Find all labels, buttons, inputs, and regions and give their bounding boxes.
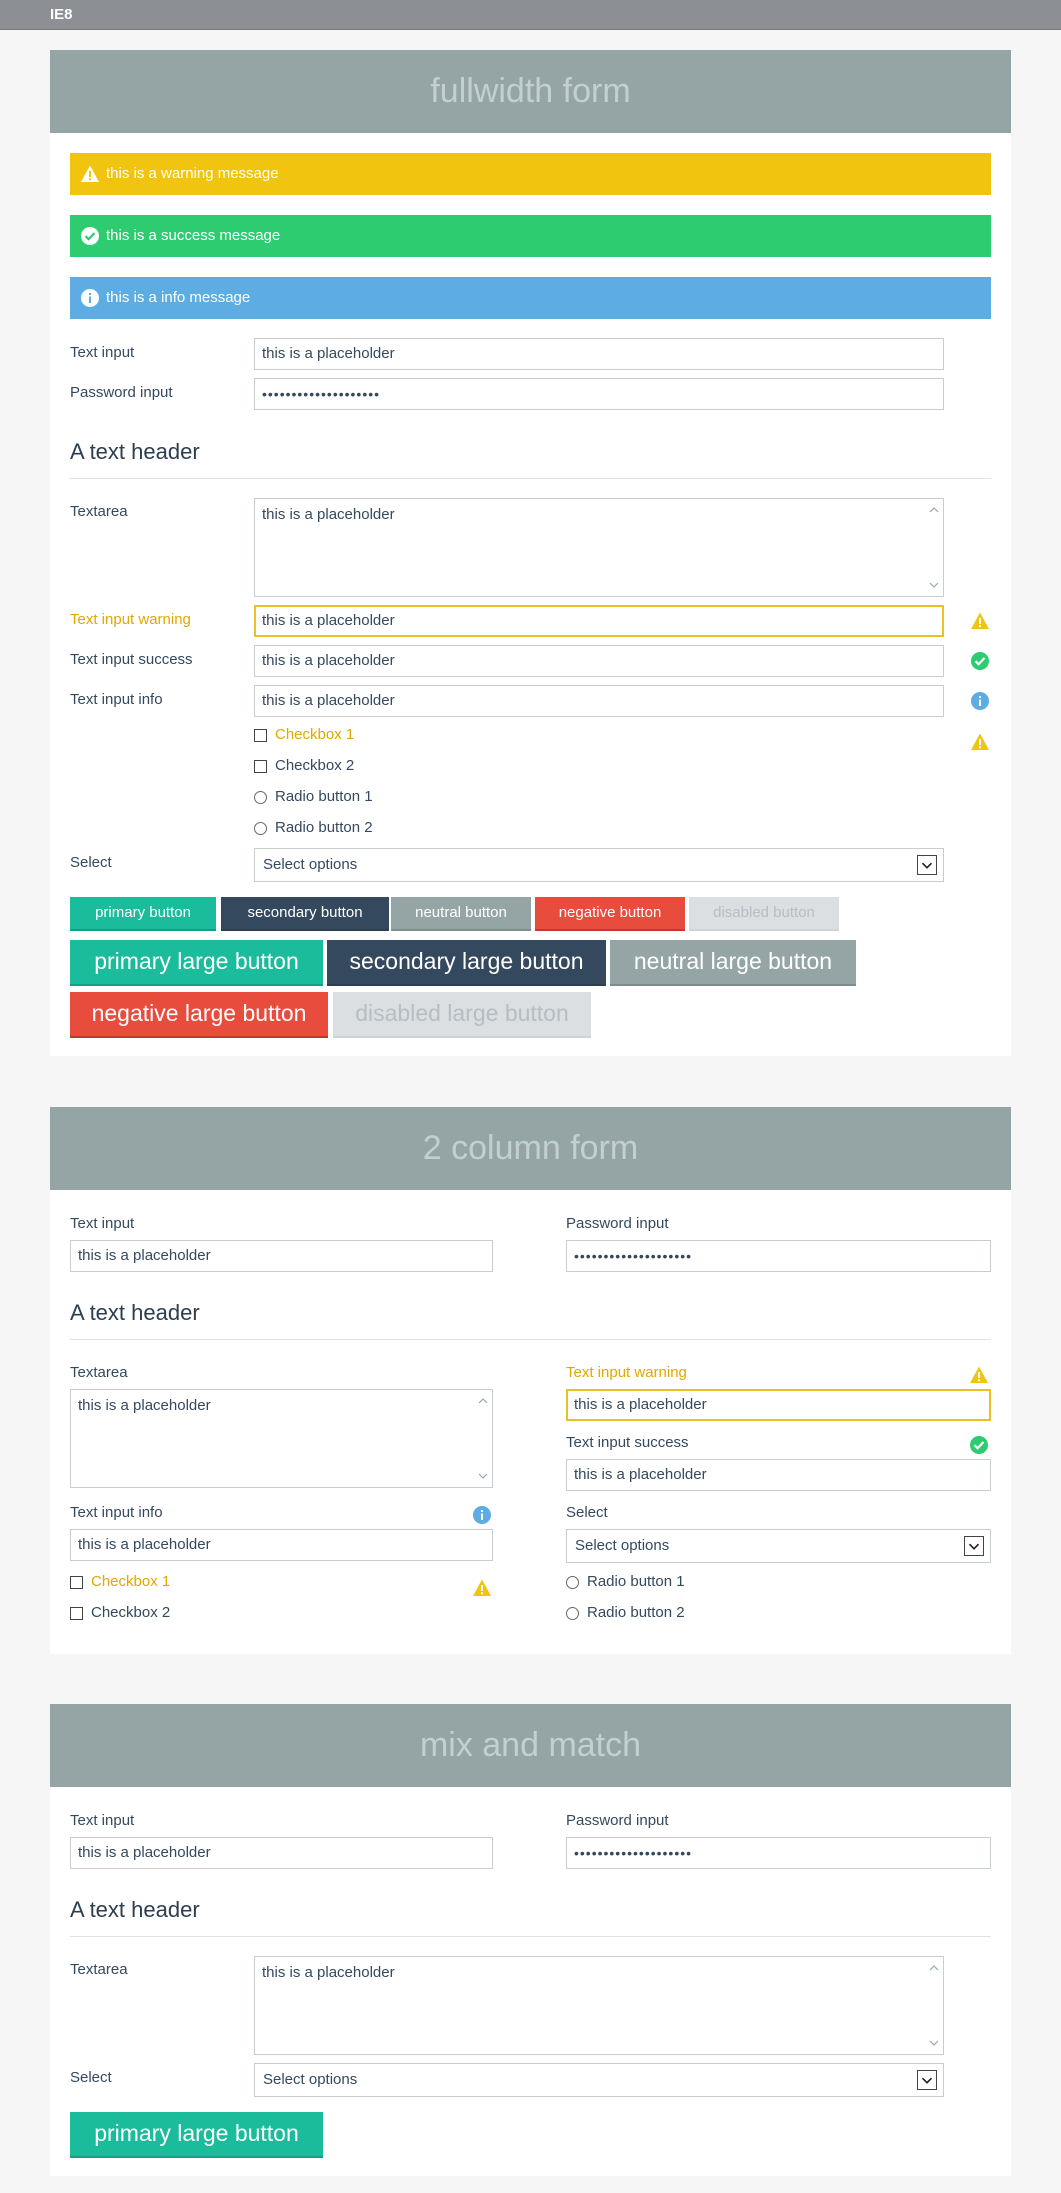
radio-button-2-label: Radio button 2 (587, 1604, 685, 1621)
textarea-label: Textarea (70, 1961, 128, 1978)
textarea-text: this is a placeholder (262, 506, 395, 523)
textarea[interactable] (254, 1956, 944, 2055)
checkbox-2[interactable] (70, 1607, 83, 1620)
scroll-down-icon[interactable] (478, 1471, 488, 1481)
success-input-label: Text input success (566, 1434, 689, 1451)
warning-icon (472, 1578, 492, 1598)
checkbox-1[interactable] (254, 729, 267, 742)
header-divider (70, 478, 991, 479)
success-message (70, 215, 991, 257)
password-input[interactable]: •••••••••••••••••••• (566, 1837, 991, 1869)
warning-input-label: Text input warning (70, 611, 191, 628)
text-header: A text header (70, 1300, 200, 1325)
warning-message-text: this is a warning message (106, 165, 279, 182)
negative-large-button[interactable]: negative large button (70, 992, 328, 1038)
disabled-button: disabled button (689, 897, 839, 931)
warning-input[interactable]: this is a placeholder (566, 1389, 991, 1421)
radio-button-1-label: Radio button 1 (275, 788, 373, 805)
primary-large-button[interactable]: primary large button (70, 2112, 323, 2158)
mix-and-match-panel (50, 1704, 1011, 2176)
warning-input-label: Text input warning (566, 1364, 687, 1381)
password-input[interactable]: •••••••••••••••••••• (254, 378, 944, 410)
info-message-text: this is a info message (106, 289, 251, 306)
textarea[interactable] (70, 1389, 493, 1488)
warning-message (70, 153, 991, 195)
text-header: A text header (70, 439, 200, 464)
radio-button-1[interactable] (566, 1576, 579, 1589)
textarea-text: this is a placeholder (78, 1397, 211, 1414)
two-column-form-panel (50, 1107, 1011, 1654)
password-label: Password input (566, 1215, 669, 1232)
info-message (70, 277, 991, 319)
select-label: Select (566, 1504, 608, 1521)
radio-button-1-label: Radio button 1 (587, 1573, 685, 1590)
text-input[interactable]: this is a placeholder (70, 1837, 493, 1869)
success-input[interactable]: this is a placeholder (254, 645, 944, 677)
neutral-button[interactable]: neutral button (391, 897, 531, 931)
secondary-large-button[interactable]: secondary large button (327, 940, 606, 986)
text-input[interactable]: this is a placeholder (254, 338, 944, 370)
success-message-text: this is a success message (106, 227, 281, 244)
negative-button[interactable]: negative button (535, 897, 685, 931)
radio-button-2-label: Radio button 2 (275, 819, 373, 836)
browser-label: IE8 (50, 6, 73, 23)
checkbox-2-label: Checkbox 2 (91, 1604, 171, 1621)
warning-icon (970, 611, 990, 631)
header-divider (70, 1339, 991, 1340)
panel-title: fullwidth form (50, 50, 1011, 133)
check-circle-icon (80, 226, 100, 246)
password-label: Password input (566, 1812, 669, 1829)
chevron-down-icon[interactable] (917, 855, 937, 875)
checkbox-2-label: Checkbox 2 (275, 757, 355, 774)
text-input-label: Text input (70, 1812, 135, 1829)
neutral-large-button[interactable]: neutral large button (610, 940, 856, 986)
password-label: Password input (70, 384, 173, 401)
info-input[interactable]: this is a placeholder (70, 1529, 493, 1561)
checkbox-1[interactable] (70, 1576, 83, 1589)
textarea-scrollbar[interactable] (925, 1957, 943, 2054)
info-input-label: Text input info (70, 1504, 163, 1521)
textarea-label: Textarea (70, 1364, 128, 1381)
scroll-down-icon[interactable] (929, 580, 939, 590)
warning-icon (969, 1365, 989, 1385)
checkbox-1-label: Checkbox 1 (275, 726, 355, 743)
select-value: Select options (263, 2071, 358, 2088)
text-input[interactable]: this is a placeholder (70, 1240, 493, 1272)
secondary-button[interactable]: secondary button (221, 897, 389, 931)
success-input[interactable]: this is a placeholder (566, 1459, 991, 1491)
checkbox-2[interactable] (254, 760, 267, 773)
header-divider (70, 1936, 991, 1937)
select-label: Select (70, 854, 112, 871)
info-input-label: Text input info (70, 691, 163, 708)
scroll-down-icon[interactable] (929, 2038, 939, 2048)
info-icon (472, 1505, 492, 1525)
panel-title: 2 column form (50, 1107, 1011, 1190)
success-input-label: Text input success (70, 651, 193, 668)
info-icon (80, 288, 100, 308)
panel-title: mix and match (50, 1704, 1011, 1787)
radio-button-2[interactable] (254, 822, 267, 835)
chevron-down-icon[interactable] (917, 2070, 937, 2090)
radio-button-2[interactable] (566, 1607, 579, 1620)
textarea-label: Textarea (70, 503, 128, 520)
select-value: Select options (575, 1537, 670, 1554)
textarea-text: this is a placeholder (262, 1964, 395, 1981)
textarea[interactable] (254, 498, 944, 597)
warning-input[interactable]: this is a placeholder (254, 605, 944, 637)
warning-icon (80, 164, 100, 184)
text-input-label: Text input (70, 344, 135, 361)
text-input-label: Text input (70, 1215, 135, 1232)
info-input[interactable]: this is a placeholder (254, 685, 944, 717)
primary-button[interactable]: primary button (70, 897, 216, 931)
select-dropdown[interactable] (254, 2063, 944, 2097)
browser-bar (0, 0, 1061, 30)
check-circle-icon (969, 1435, 989, 1455)
password-input[interactable]: •••••••••••••••••••• (566, 1240, 991, 1272)
info-icon (970, 691, 990, 711)
select-label: Select (70, 2069, 112, 2086)
select-dropdown[interactable] (566, 1529, 991, 1563)
primary-large-button[interactable]: primary large button (70, 940, 323, 986)
text-header: A text header (70, 1897, 200, 1922)
radio-button-1[interactable] (254, 791, 267, 804)
scroll-up-icon[interactable] (478, 1396, 488, 1406)
warning-icon (970, 732, 990, 752)
check-circle-icon (970, 651, 990, 671)
chevron-down-icon[interactable] (964, 1536, 984, 1556)
scroll-up-icon[interactable] (929, 1963, 939, 1973)
fullwidth-form-panel (50, 50, 1011, 1056)
scroll-up-icon[interactable] (929, 505, 939, 515)
checkbox-1-label: Checkbox 1 (91, 1573, 171, 1590)
textarea-scrollbar[interactable] (474, 1390, 492, 1487)
textarea-scrollbar[interactable] (925, 499, 943, 596)
disabled-large-button: disabled large button (333, 992, 591, 1038)
select-dropdown[interactable] (254, 848, 944, 882)
select-value: Select options (263, 856, 358, 873)
